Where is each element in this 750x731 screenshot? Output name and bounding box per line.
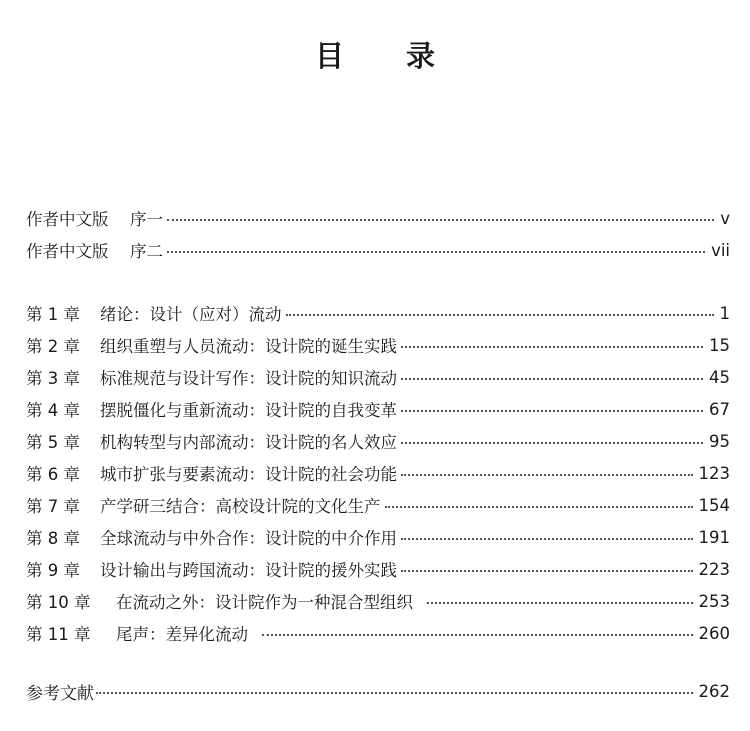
toc-entry-chapter-4[interactable] [26,396,730,422]
toc-entry-chapter-5[interactable] [26,428,730,454]
entry-name: 产学研三结合：高校设计院的文化生产 [100,497,381,516]
entry-number: 第 2 章 [26,337,80,356]
entry-name: 机构转型与内部流动：设计院的名人效应 [100,433,397,452]
entry-page: 191 [698,527,730,547]
entry-number: 第 9 章 [26,561,80,580]
entry-page: 67 [709,399,730,419]
toc-entry-references[interactable] [26,678,730,704]
entry-page: 1 [719,303,730,323]
entry-page: 260 [698,623,730,643]
entry-name: 全球流动与中外合作：设计院的中介作用 [100,529,397,548]
entry-page: 123 [698,463,730,483]
entry-name: 在流动之外：设计院作为一种混合型组织 [116,593,413,612]
entry-number: 第 8 章 [26,529,80,548]
dot-leader [401,442,703,444]
entry-name: 尾声：差异化流动 [116,625,248,644]
dot-leader [96,692,693,694]
toc-entry-preface-1[interactable] [26,205,730,231]
dot-leader [401,410,703,412]
entry-name: 标准规范与设计写作：设计院的知识流动 [100,369,397,388]
dot-leader [401,346,703,348]
dot-leader [401,570,693,572]
toc-entry-chapter-11[interactable] [26,620,730,646]
entry-number: 第 3 章 [26,369,80,388]
entry-number: 第 7 章 [26,497,80,516]
entry-page: vii [711,240,730,260]
toc-entry-preface-2[interactable] [26,237,730,263]
dot-leader [401,474,693,476]
entry-number: 第 10 章 [26,593,91,612]
entry-number: 第 4 章 [26,401,80,420]
entry-name: 组织重塑与人员流动：设计院的诞生实践 [100,337,397,356]
toc-entry-chapter-2[interactable] [26,332,730,358]
entry-name: 摆脱僵化与重新流动：设计院的自我变革 [100,401,397,420]
entry-name: 绪论：设计（应对）流动 [100,305,282,324]
entry-page: 262 [698,681,730,701]
entry-name: 参考文献 [26,683,94,704]
entry-name: 设计输出与跨国流动：设计院的援外实践 [100,561,397,580]
toc-entry-chapter-7[interactable] [26,492,730,518]
dot-leader [385,506,693,508]
entry-page: 15 [709,335,730,355]
entry-number: 第 11 章 [26,625,91,644]
toc-entry-chapter-10[interactable] [26,588,730,614]
toc-entry-chapter-9[interactable] [26,556,730,582]
entry-page: 45 [709,367,730,387]
entry-number: 第 5 章 [26,433,80,452]
dot-leader [262,634,693,636]
dot-leader [401,378,703,380]
dot-leader [286,314,714,316]
toc-entry-chapter-6[interactable] [26,460,730,486]
entry-name: 序一 [130,210,163,229]
entry-page: 223 [698,559,730,579]
entry-number: 第 6 章 [26,465,80,484]
entry-page: 253 [698,591,730,611]
dot-leader [427,602,693,604]
entry-name: 序二 [130,242,163,261]
entry-page: 154 [698,495,730,515]
toc-entry-chapter-8[interactable] [26,524,730,550]
entry-number: 作者中文版 [26,242,109,261]
dot-leader [167,251,705,253]
dot-leader [167,219,714,221]
entry-number: 第 1 章 [26,305,80,324]
page-title: 目 录 [314,39,462,73]
dot-leader [401,538,693,540]
toc-entry-chapter-3[interactable] [26,364,730,390]
entry-page: v [720,208,730,228]
entry-page: 95 [709,431,730,451]
entry-number: 作者中文版 [26,210,109,229]
entry-name: 城市扩张与要素流动：设计院的社会功能 [100,465,397,484]
toc-entry-chapter-1[interactable] [26,300,730,326]
